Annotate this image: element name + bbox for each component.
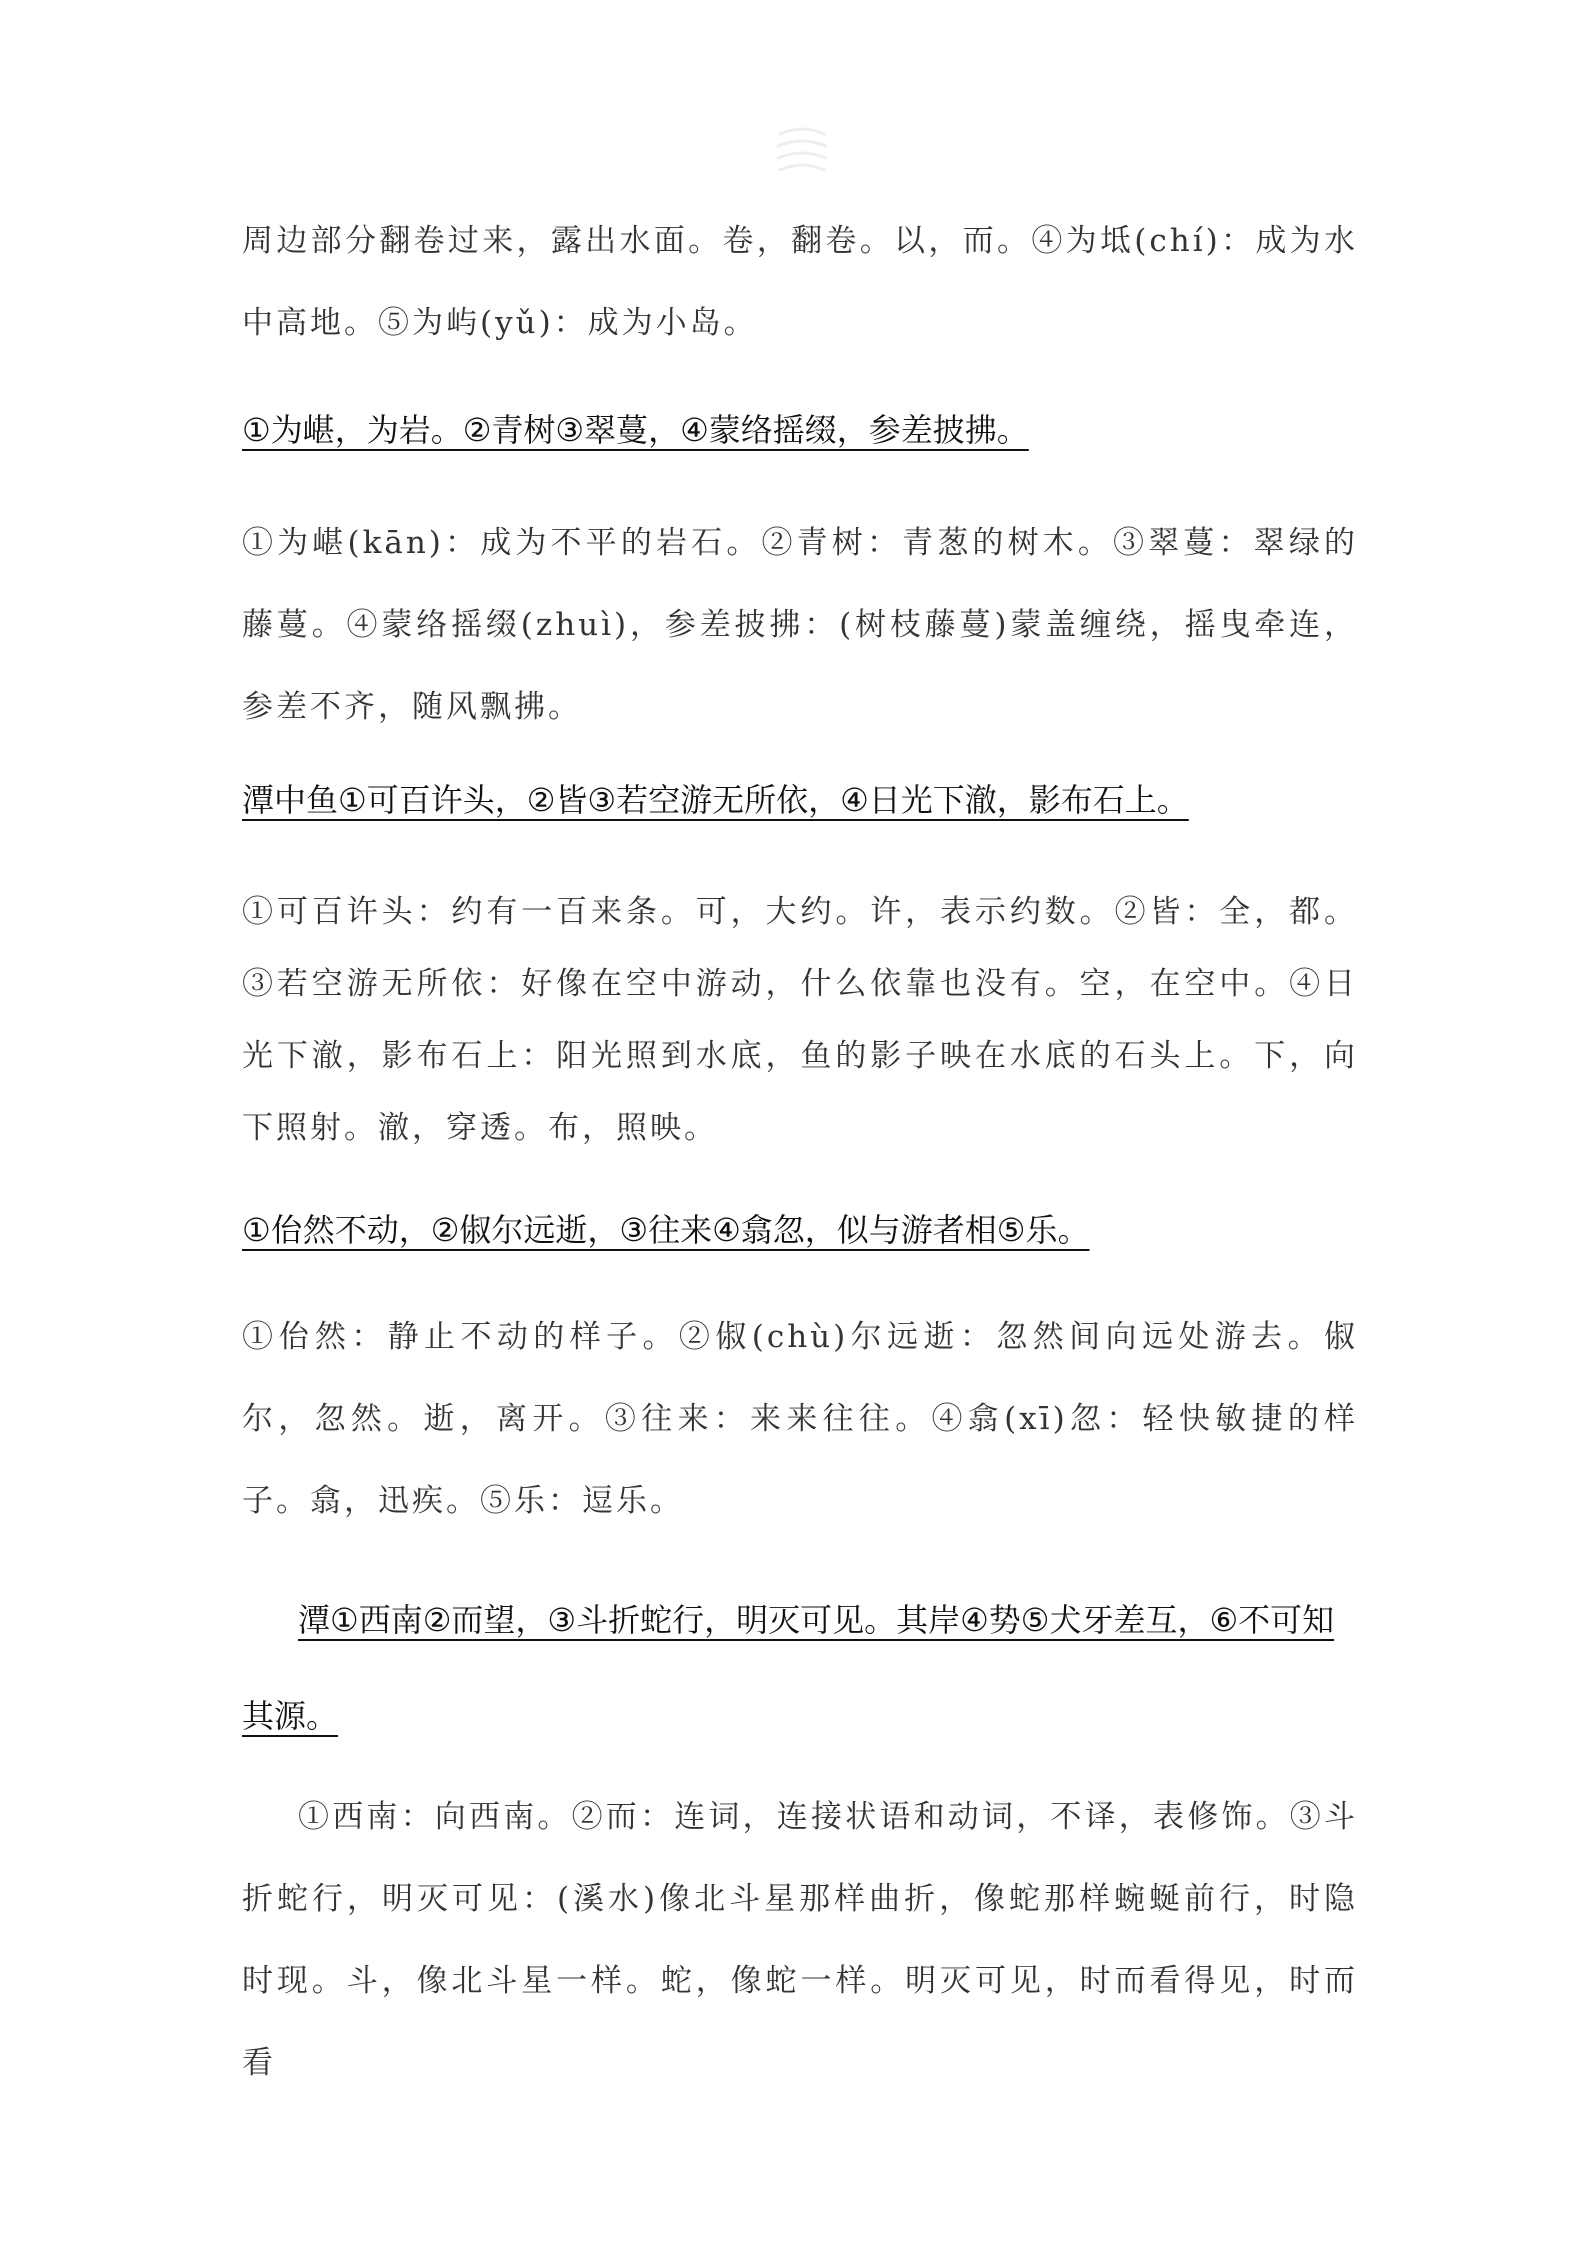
source-sentence-text: 潭①西南②而望，③斗折蛇行，明灭可见。其岸④势⑤犬牙差互，⑥不可知其源。 [242, 1601, 1335, 1735]
document-page [242, 0, 1358, 2245]
source-sentence [242, 1206, 1358, 1254]
note-paragraph: ①西南：向西南。②而：连词，连接状语和动词，不译，表修饰。③斗折蛇行，明灭可见：(溪水)像北斗星那样曲折，像蛇那样蜿蜒前行，时隐时现。斗，像北斗星一样。蛇，像蛇一样。明灭可见，时而看得见，时而看 [242, 1799, 1358, 2081]
source-sentence [242, 1572, 1358, 1764]
source-sentence [242, 776, 1358, 824]
note-paragraph: ①佁然：静止不动的样子。②俶(chù)尔远逝：忽然间向远处游去。俶尔，忽然。逝，离开。③往来：来来往往。④翕(xī)忽：轻快敏捷的样子。翕，迅疾。⑤乐：逗乐。 [242, 1319, 1358, 1519]
source-sentence [242, 406, 1358, 454]
source-sentence-text: ①为嵁，为岩。②青树③翠蔓，④蒙络摇缀，参差披拂。 [242, 411, 1029, 449]
note-paragraph: ①可百许头：约有一百来条。可，大约。许，表示约数。②皆：全，都。③若空游无所依：好像在空中游动，什么依靠也没有。空，在空中。④日光下澈，影布石上：阳光照到水底，鱼的影子映在水底的石头上。下，向下照射。澈，穿透。布，照映。 [242, 894, 1358, 1146]
watermark-icon [772, 120, 832, 184]
source-sentence-text: ①佁然不动，②俶尔远逝，③往来④翕忽，似与游者相⑤乐。 [242, 1211, 1090, 1249]
note-paragraph: ①为嵁(kān)：成为不平的岩石。②青树：青葱的树木。③翠蔓：翠绿的藤蔓。④蒙络摇缀(zhuì)，参差披拂：(树枝藤蔓)蒙盖缠绕，摇曳牵连，参差不齐，随风飘拂。 [242, 525, 1358, 725]
source-sentence-text: 潭中鱼①可百许头，②皆③若空游无所依，④日光下澈，影布石上。 [242, 781, 1189, 819]
note-paragraph: 周边部分翻卷过来，露出水面。卷，翻卷。以，而。④为坻(chí)：成为水中高地。⑤为屿(yǔ)：成为小岛。 [242, 223, 1358, 341]
